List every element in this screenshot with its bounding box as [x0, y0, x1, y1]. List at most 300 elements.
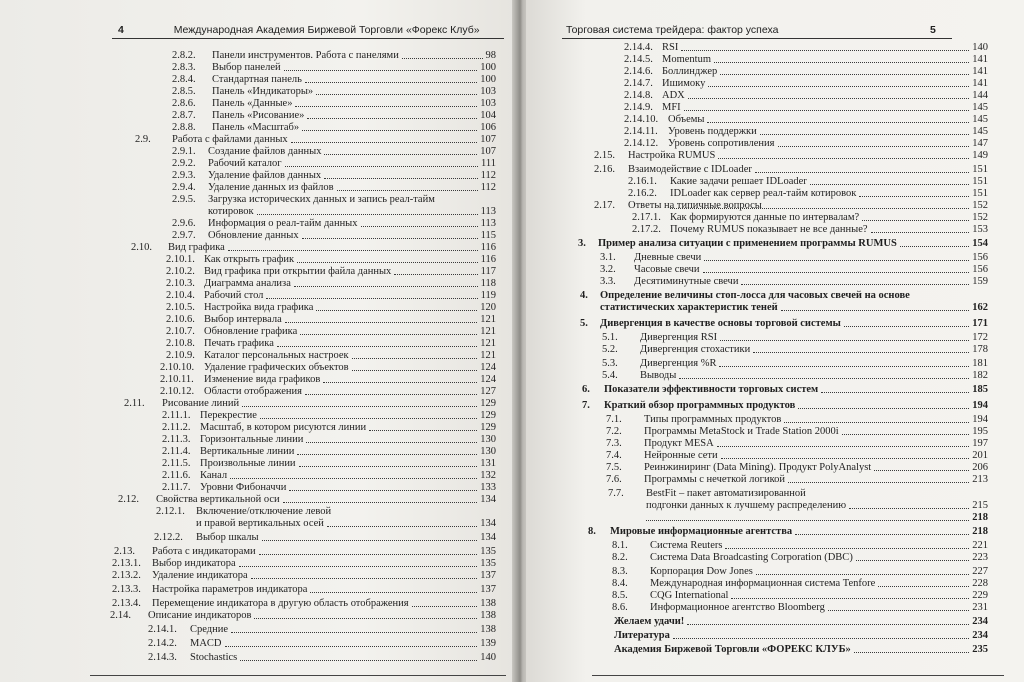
right-page	[526, 0, 1024, 682]
toc-leader-dots	[788, 482, 969, 483]
toc-leader-dots	[277, 346, 477, 347]
toc-entry-page: 141	[972, 66, 988, 77]
toc-leader-dots	[703, 272, 970, 273]
toc-leader-dots	[297, 262, 478, 263]
toc-entry-page: 116	[480, 242, 496, 253]
toc-entry-page: 98	[485, 50, 496, 61]
toc-entry	[0, 266, 516, 278]
toc-entry	[0, 338, 516, 350]
toc-entry-number: 8.5.	[612, 590, 628, 601]
toc-leader-dots	[755, 172, 969, 173]
toc-entry-number: 2.8.5.	[172, 86, 196, 97]
toc-entry-title: Почему RUMUS показывает не все данные?	[670, 224, 868, 235]
toc-entry	[0, 326, 516, 338]
toc-entry-page: 218	[972, 526, 988, 537]
toc-entry-page: 145	[972, 126, 988, 137]
toc-entry-page: 147	[972, 138, 988, 149]
toc-entry-title: Stochastics	[190, 652, 238, 663]
toc-entry-page: 107	[480, 134, 496, 145]
toc-entry-number: 2.14.5.	[624, 54, 653, 65]
toc-entry	[526, 114, 1024, 126]
toc-leader-dots	[781, 310, 970, 311]
toc-entry	[526, 644, 1024, 656]
toc-entry-number: 5.2.	[602, 344, 618, 355]
toc-entry-number: 2.14.1.	[148, 624, 177, 635]
toc-leader-dots	[756, 574, 969, 575]
toc-entry	[526, 488, 1024, 500]
toc-entry	[526, 332, 1024, 344]
toc-entry-page: 113	[480, 206, 496, 217]
toc-entry-title: IDLoader как сервер реал-тайм котировок	[670, 188, 857, 199]
toc-entry-page: 194	[972, 400, 988, 411]
toc-entry-number: 2.9.7.	[172, 230, 196, 241]
toc-entry	[0, 446, 516, 458]
toc-entry-title: Корпорация Dow Jones	[650, 566, 753, 577]
toc-leader-dots	[299, 466, 478, 467]
toc-leader-dots	[795, 534, 969, 535]
toc-entry-title: Ишимоку	[662, 78, 706, 89]
toc-entry-page: 156	[972, 264, 988, 275]
toc-entry-title: подгонки данных к лучшему распределению	[646, 500, 847, 511]
toc-entry	[526, 78, 1024, 90]
toc-entry-page: 206	[972, 462, 988, 473]
toc-entry-page: 234	[972, 630, 988, 641]
toc-entry-title: Информационное агентство Bloomberg	[650, 602, 825, 613]
toc-entry-page: 152	[972, 212, 988, 223]
toc-entry-page: 197	[972, 438, 988, 449]
toc-entry-page: 182	[972, 370, 988, 381]
toc-entry	[526, 590, 1024, 602]
toc-leader-dots	[294, 286, 478, 287]
toc-entry-page: 124	[480, 374, 496, 385]
toc-entry-title: Уровень сопротивления	[668, 138, 775, 149]
toc-entry-title: Выбор шкалы	[196, 532, 259, 543]
toc-leader-dots	[369, 430, 477, 431]
toc-entry	[526, 616, 1024, 628]
toc-leader-dots	[306, 442, 477, 443]
toc-entry	[526, 540, 1024, 552]
toc-entry-number: 2.14.12.	[624, 138, 659, 149]
toc-entry	[526, 90, 1024, 102]
toc-entry-title: Литература	[614, 630, 670, 641]
toc-leader-dots	[242, 406, 477, 407]
toc-entry-number: 2.13.1.	[112, 558, 141, 569]
left-page-number: 4	[118, 24, 124, 36]
toc-entry-number: 2.14.9.	[624, 102, 653, 113]
toc-entry	[526, 212, 1024, 224]
toc-entry-number: 8.2.	[612, 552, 628, 563]
toc-entry-page: 235	[972, 644, 988, 655]
toc-leader-dots	[231, 632, 477, 633]
toc-leader-dots	[302, 130, 477, 131]
toc-entry-title: Включение/отключение левой	[196, 506, 332, 517]
toc-entry	[526, 252, 1024, 264]
toc-leader-dots	[731, 598, 969, 599]
toc-entry-page: 107	[480, 146, 496, 157]
toc-entry-page: 113	[480, 218, 496, 229]
toc-entry-number: 8.6.	[612, 602, 628, 613]
toc-entry-page: 131	[480, 458, 496, 469]
toc-leader-dots	[352, 358, 478, 359]
toc-entry-page: 141	[972, 54, 988, 65]
toc-entry-title: Уровень поддержки	[668, 126, 757, 137]
toc-leader-dots	[684, 110, 970, 111]
toc-entry	[526, 344, 1024, 356]
toc-entry	[526, 54, 1024, 66]
toc-entry	[526, 302, 1024, 314]
toc-leader-dots	[707, 122, 969, 123]
toc-leader-dots	[718, 158, 969, 159]
toc-entry-title: Дивергенция RSI	[640, 332, 718, 343]
toc-entry-number: 2.8.6.	[172, 98, 196, 109]
toc-entry-title: Панели инструментов. Работа с панелями	[212, 50, 399, 61]
toc-leader-dots	[687, 624, 969, 625]
toc-leader-dots	[842, 434, 970, 435]
toc-entry	[526, 42, 1024, 54]
toc-entry-number: 2.11.4.	[162, 446, 191, 457]
toc-entry-title: Международная информационная система Tenfore	[650, 578, 876, 589]
toc-entry-number: 2.8.4.	[172, 74, 196, 85]
toc-leader-dots	[402, 58, 483, 59]
toc-entry-number: 2.14.6.	[624, 66, 653, 77]
toc-leader-dots	[254, 618, 477, 619]
toc-entry	[526, 426, 1024, 438]
toc-entry-number: 2.11.	[124, 398, 145, 409]
toc-entry-title: Программы с нечеткой логикой	[644, 474, 786, 485]
toc-entry-title: статистических характеристик теней	[600, 302, 778, 313]
toc-entry-page: 145	[972, 114, 988, 125]
toc-leader-dots	[878, 586, 969, 587]
toc-entry-page: 162	[972, 302, 988, 313]
toc-entry-page: 151	[972, 164, 988, 175]
toc-entry-title: Работа с файлами данных	[172, 134, 288, 145]
toc-entry-number: 2.16.	[594, 164, 615, 175]
toc-entry	[526, 438, 1024, 450]
toc-entry-title: Обновление графика	[204, 326, 298, 337]
toc-entry-page: 140	[480, 652, 496, 663]
toc-entry-page: 227	[972, 566, 988, 577]
toc-entry-page: 104	[480, 110, 496, 121]
toc-leader-dots	[679, 378, 969, 379]
toc-entry-number: 2.10.3.	[166, 278, 195, 289]
toc-entry	[526, 126, 1024, 138]
toc-entry-number: 6.	[582, 384, 590, 395]
toc-entry	[526, 318, 1024, 330]
toc-entry-title: Выбор индикатора	[152, 558, 236, 569]
toc-entry-number: 2.14.7.	[624, 78, 653, 89]
toc-entry-page: 137	[480, 570, 496, 581]
toc-entry-title: Дневные свечи	[634, 252, 702, 263]
toc-entry-number: 7.6.	[606, 474, 622, 485]
toc-entry	[0, 218, 516, 230]
toc-entry-page: 140	[972, 42, 988, 53]
toc-entry-page: 121	[480, 314, 496, 325]
toc-entry	[0, 98, 516, 110]
right-header-rule	[562, 38, 952, 39]
toc-entry	[0, 570, 516, 582]
toc-entry-title: Академия Биржевой Торговли «ФОРЕКС КЛУБ»	[614, 644, 851, 655]
toc-entry-title: CQG International	[650, 590, 729, 601]
toc-entry	[526, 630, 1024, 642]
toc-entry-title: Пример анализа ситуации с применением программы RUMUS	[598, 238, 897, 249]
toc-entry-page: 130	[480, 446, 496, 457]
toc-entry-page: 115	[480, 230, 496, 241]
toc-entry-number: 2.10.12.	[160, 386, 195, 397]
toc-entry-title: Momentum	[662, 54, 711, 65]
toc-entry	[526, 188, 1024, 200]
toc-entry-page: 149	[972, 150, 988, 161]
toc-entry-page: 195	[972, 426, 988, 437]
toc-entry-number: 4.	[580, 290, 588, 301]
toc-entry-page: 129	[480, 410, 496, 421]
toc-entry-number: 2.11.7.	[162, 482, 191, 493]
toc-entry-page: 231	[972, 602, 988, 613]
toc-entry	[526, 200, 1024, 212]
toc-entry	[0, 470, 516, 482]
left-header-title: Международная Академия Биржевой Торговли «Форекс Клуб»	[173, 24, 480, 36]
toc-leader-dots	[262, 540, 478, 541]
toc-leader-dots	[289, 490, 477, 491]
toc-entry-page: 132	[480, 470, 496, 481]
toc-leader-dots	[323, 382, 477, 383]
toc-entry-page: 137	[480, 584, 496, 595]
toc-entry-number: 2.16.1.	[628, 176, 657, 187]
toc-entry-number: 2.8.7.	[172, 110, 196, 121]
toc-entry-title: Мировые информационные агентства	[610, 526, 793, 537]
right-header-title: Торговая система трейдера: фактор успеха	[566, 24, 779, 36]
toc-entry-title: Боллинджер	[662, 66, 718, 77]
toc-entry-number: 2.10.7.	[166, 326, 195, 337]
toc-entry	[0, 314, 516, 326]
toc-entry	[526, 102, 1024, 114]
toc-entry-number: 2.15.	[594, 150, 615, 161]
toc-entry-number: 2.14.4.	[624, 42, 653, 53]
toc-entry-number: 5.4.	[602, 370, 618, 381]
toc-entry-page: 121	[480, 338, 496, 349]
toc-leader-dots	[352, 370, 478, 371]
toc-entry-number: 8.1.	[612, 540, 628, 551]
toc-entry	[526, 176, 1024, 188]
toc-entry-number: 3.3.	[600, 276, 616, 287]
toc-entry	[0, 410, 516, 422]
toc-entry-page: 194	[972, 414, 988, 425]
toc-entry-title: Система Data Broadcasting Corporation (DBC)	[650, 552, 853, 563]
toc-leader-dots	[240, 660, 477, 661]
toc-entry-title: Показатели эффективности торговых систем	[604, 384, 819, 395]
toc-leader-dots	[708, 86, 969, 87]
toc-leader-dots	[259, 554, 478, 555]
toc-entry-title: BestFit – пакет автоматизированной	[646, 488, 806, 499]
toc-entry-number: 2.8.8.	[172, 122, 196, 133]
toc-entry-number: 7.2.	[606, 426, 622, 437]
toc-entry	[0, 374, 516, 386]
toc-entry-title: Рабочий стол	[204, 290, 264, 301]
toc-entry-title: котировок	[208, 206, 254, 217]
toc-entry-title: Выбор интервала	[204, 314, 282, 325]
toc-leader-dots	[874, 470, 969, 471]
toc-entry	[0, 50, 516, 62]
toc-leader-dots	[291, 142, 478, 143]
toc-entry-title: Вертикальные линии	[200, 446, 295, 457]
toc-entry-number: 2.14.8.	[624, 90, 653, 101]
toc-entry-number: 2.11.3.	[162, 434, 191, 445]
toc-leader-dots	[230, 478, 477, 479]
toc-entry-title: Вид графика	[168, 242, 225, 253]
toc-entry	[526, 264, 1024, 276]
toc-leader-dots	[285, 322, 478, 323]
right-page-number-wrap	[930, 24, 936, 36]
toc-entry-page: 152	[972, 200, 988, 211]
toc-entry-title: Выводы	[640, 370, 677, 381]
toc-entry-page: 139	[480, 638, 496, 649]
toc-leader-dots	[251, 578, 478, 579]
toc-entry-number: 2.12.1.	[156, 506, 185, 517]
toc-entry-page: 135	[480, 546, 496, 557]
toc-entry-page: 124	[480, 362, 496, 373]
toc-entry-title: Свойства вертикальной оси	[156, 494, 280, 505]
toc-entry-title: Канал	[200, 470, 228, 481]
toc-entry-number: 2.11.6.	[162, 470, 191, 481]
toc-entry-title: Как открыть график	[204, 254, 295, 265]
toc-leader-dots	[297, 454, 477, 455]
toc-leader-dots	[239, 566, 478, 567]
toc-entry	[0, 62, 516, 74]
toc-entry-title: Произвольные линии	[200, 458, 296, 469]
toc-entry-number: 2.10.5.	[166, 302, 195, 313]
right-page-header	[566, 24, 778, 36]
toc-entry-page: 127	[480, 386, 496, 397]
toc-entry	[0, 86, 516, 98]
toc-entry-number: 2.12.	[118, 494, 139, 505]
toc-entry-number: 2.8.3.	[172, 62, 196, 73]
toc-leader-dots	[798, 408, 969, 409]
toc-entry	[526, 578, 1024, 590]
toc-entry-number: 2.10.10.	[160, 362, 195, 373]
toc-entry-page: 135	[480, 558, 496, 569]
toc-entry-number: 5.	[580, 318, 588, 329]
toc-entry-title: Выбор панелей	[212, 62, 281, 73]
toc-leader-dots	[324, 178, 477, 179]
toc-entry-number: 2.10.4.	[166, 290, 195, 301]
toc-entry-page: 138	[480, 610, 496, 621]
toc-entry-number: 2.9.	[135, 134, 151, 145]
toc-leader-dots	[854, 652, 969, 653]
toc-entry	[0, 302, 516, 314]
toc-entry-number: 5.3.	[602, 358, 618, 369]
toc-entry	[0, 494, 516, 506]
toc-entry	[526, 414, 1024, 426]
toc-leader-dots	[283, 502, 478, 503]
toc-entry-number: 2.11.1.	[162, 410, 191, 421]
toc-entry-number: 2.14.11.	[624, 126, 658, 137]
toc-entry	[526, 512, 1024, 524]
toc-entry-number: 3.2.	[600, 264, 616, 275]
toc-entry-title: Загрузка исторических данных и запись реал-тайм	[208, 194, 435, 205]
toc-entry	[0, 506, 516, 518]
toc-entry	[0, 182, 516, 194]
toc-entry	[526, 602, 1024, 614]
toc-entry-title: Часовые свечи	[634, 264, 700, 275]
toc-entry-title: Дивергенция %R	[640, 358, 717, 369]
toc-entry-title: Нейронные сети	[644, 450, 718, 461]
toc-leader-dots	[900, 246, 969, 247]
toc-entry	[0, 638, 516, 650]
toc-entry-number: 2.14.2.	[148, 638, 177, 649]
toc-entry-page: 134	[480, 532, 496, 543]
toc-leader-dots	[704, 260, 969, 261]
toc-entry-title: Уровни Фибоначчи	[200, 482, 287, 493]
toc-leader-dots	[225, 646, 478, 647]
toc-entry-title: Рабочий каталог	[208, 158, 282, 169]
toc-leader-dots	[412, 606, 478, 607]
toc-entry	[0, 458, 516, 470]
toc-entry-page: 111	[481, 158, 496, 169]
toc-entry-number: 2.13.2.	[112, 570, 141, 581]
toc-entry	[526, 224, 1024, 236]
toc-leader-dots	[828, 610, 969, 611]
toc-leader-dots	[295, 106, 477, 107]
toc-entry	[0, 350, 516, 362]
toc-leader-dots	[646, 520, 969, 521]
toc-entry-title: Описание индикаторов	[148, 610, 252, 621]
toc-entry-page: 151	[972, 176, 988, 187]
toc-leader-dots	[307, 118, 477, 119]
toc-leader-dots	[327, 526, 477, 527]
toc-leader-dots	[720, 74, 969, 75]
toc-entry	[526, 370, 1024, 382]
toc-entry-page: 223	[972, 552, 988, 563]
toc-entry-page: 129	[480, 398, 496, 409]
toc-leader-dots	[714, 62, 969, 63]
toc-entry-number: 2.13.4.	[112, 598, 141, 609]
toc-entry-number: 2.10.11.	[160, 374, 194, 385]
toc-entry-number: 3.	[578, 238, 586, 249]
toc-entry	[0, 170, 516, 182]
toc-entry-number: 7.4.	[606, 450, 622, 461]
toc-entry	[0, 278, 516, 290]
toc-leader-dots	[760, 134, 970, 135]
toc-entry-title: Дивергенция в качестве основы торговой системы	[600, 318, 841, 329]
toc-entry-number: 2.13.	[114, 546, 135, 557]
toc-entry-page: 134	[480, 494, 496, 505]
toc-entry	[0, 194, 516, 206]
toc-entry-page: 185	[972, 384, 988, 395]
toc-entry-number: 8.3.	[612, 566, 628, 577]
toc-entry-title: Типы программных продуктов	[644, 414, 782, 425]
toc-entry-title: и правой вертикальных осей	[196, 518, 324, 529]
toc-entry-title: Информация о реал-тайм данных	[208, 218, 358, 229]
toc-entry-number: 2.17.2.	[632, 224, 661, 235]
toc-entry-title: Продукт MESA	[644, 438, 714, 449]
toc-entry	[0, 422, 516, 434]
toc-entry	[0, 386, 516, 398]
toc-leader-dots	[260, 418, 477, 419]
toc-entry-title: Области отображения	[204, 386, 302, 397]
toc-entry-title: Обновление данных	[208, 230, 299, 241]
toc-entry-number: 2.9.4.	[172, 182, 196, 193]
toc-entry-page: 171	[972, 318, 988, 329]
toc-entry	[526, 400, 1024, 412]
toc-entry-page: 130	[480, 434, 496, 445]
toc-entry-number: 2.10.8.	[166, 338, 195, 349]
toc-leader-dots	[821, 392, 969, 393]
toc-entry	[0, 532, 516, 544]
toc-leader-dots	[856, 560, 969, 561]
toc-entry-title: Взаимодействие с IDLoader	[628, 164, 752, 175]
toc-leader-dots	[688, 98, 970, 99]
toc-leader-dots	[300, 334, 477, 335]
toc-entry-page: 116	[480, 254, 496, 265]
